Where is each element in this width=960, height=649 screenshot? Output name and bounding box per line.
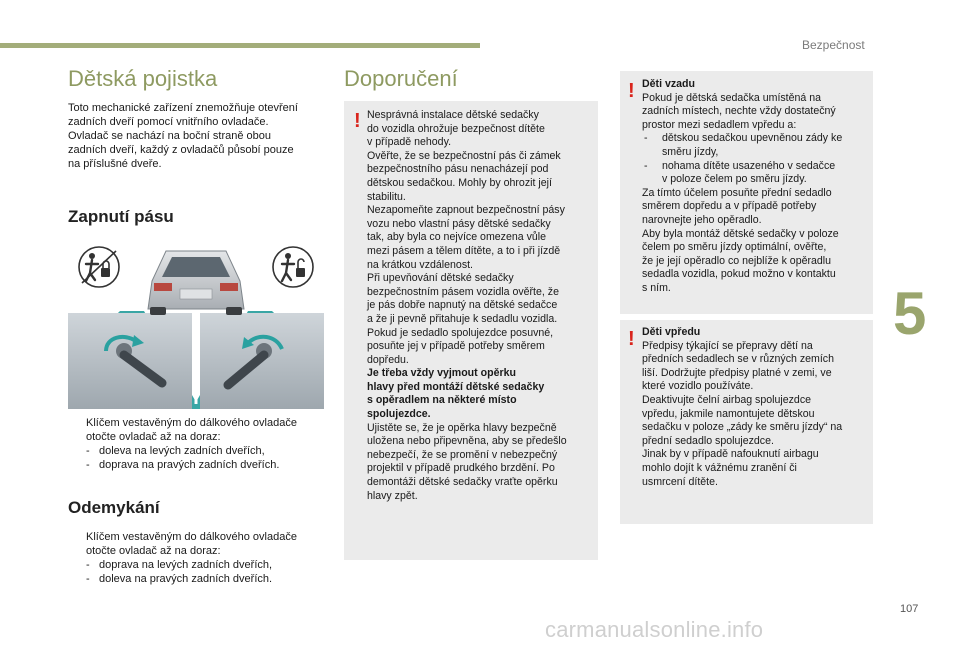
dash-item: - dětskou sedačkou upevněnou zády ke [644,132,843,145]
engage-text-1: Klíčem vestavěným do dálkového ovladače [86,417,297,429]
text-line: Deaktivujte čelní airbag spolujezdce [642,393,812,406]
text-line: předních sedadlech se v různých zemích [642,353,834,366]
watermark: carmanualsonline.info [545,617,764,642]
recommendations-box [344,101,598,560]
text-line: bezpečnostního pásu nenacházejí pod [367,163,549,176]
unlock-dash-item: - doprava na levých zadních dveřích, [86,559,273,571]
middle-title [344,66,458,92]
engage-text-2: otočte ovladač až na doraz: [86,431,221,443]
unlock-text-1: Klíčem vestavěným do dálkového ovladače [86,531,297,543]
text-line: prostor mezi sedadlem vpředu a: [642,118,797,131]
text-line: liší. Dodržujte předpisy platné v zemi, ve [642,366,832,379]
text-line: že je její opěradlo co nejblíže k opěradlu [642,254,832,267]
text-line: s ním. [642,281,671,294]
text-line: Za tímto účelem posuňte přední sedadlo [642,186,832,199]
dash-item-cont: směru jízdy, [662,145,719,158]
text-line: posuňte jej v případě potřeby směrem [367,340,545,353]
child-locked-icon [79,247,119,287]
chapter-number: 5 [893,280,927,347]
child-unlocked-icon [273,247,313,287]
unlock-text-2: otočte ovladač až na doraz: [86,545,221,557]
text-line: Při upevňování dětské sedačky [367,272,514,285]
unlock-bullet-cont [68,544,338,558]
car-rear [148,251,244,315]
rear-heading: Děti vzadu [642,78,695,90]
bold-text-line: hlavy před montáží dětské sedačky [367,380,545,393]
text-line: narovnejte jeho opěradlo. [642,213,762,226]
unlock-heading-wrap [68,498,160,518]
intro-line: na příslušné dveře. [68,158,162,170]
text-line: usmrcení dítěte. [642,475,718,488]
text-line: a že ji pevně přitahuje k sedadlu vozidla. [367,312,558,325]
front-heading: Děti vpředu [642,326,701,338]
text-line: nebezpečí, že se promění v nebezpečný [367,448,558,461]
front-children-text [642,326,871,489]
text-line: dopředu. [367,353,409,366]
page-number: 107 [900,603,919,615]
text-line: tak, aby byla co nejvíce omezena vůle [367,231,547,244]
text-line: v případě nehody. [367,136,452,149]
rear-children-box [620,71,873,314]
text-line: do vozidla ohrožuje bezpečnost dítěte [367,122,545,135]
unlock-dash-item: - doleva na pravých zadních dveřích. [86,573,273,585]
intro-paragraph [68,101,338,171]
text-line: přední sedadlo spolujezdce. [642,434,774,447]
text-line: zadních místech, nechte vždy dostatečný [642,105,836,118]
illustration-svg [68,243,324,409]
unlock-instructions [68,530,338,586]
intro-line: Toto mechanické zařízení znemožňuje otevření [68,102,298,114]
header-accent-bar [0,43,480,48]
recommendations-title: Doporučení [344,66,458,91]
intro-line: Ovladač se nachází na boční straně obou [68,130,272,142]
text-line: uložena nebo připevněna, aby se předešlo [367,435,567,448]
intro-line: zadních dveří pomocí vnitřního ovladače. [68,116,269,128]
unlock-bullet [68,530,338,544]
text-line: Aby byla montáž dětské sedačky v poloze [642,227,839,240]
text-line: Nesprávná instalace dětské sedačky [367,109,539,121]
text-line: vozu nebo vlastní pásy dětské sedačky [367,217,551,230]
intro-line: zadních dveří, každý z ovladačů působí pouze [68,144,294,156]
checkbox-icon [68,530,86,544]
text-line: Jinak by v případě nafouknutí airbagu [642,448,819,461]
engage-instructions [68,416,338,472]
text-line: vpředu, jakmile namontujete dětskou [642,407,815,420]
text-line: mezi pásem a tělem dítěte, a to i při jízdě [367,244,561,257]
bold-text-line: spolujezdce. [367,408,431,421]
engage-heading: Zapnutí pásu [68,207,174,226]
engage-dash-item: - doprava na pravých zadních dveřích. [86,459,280,471]
front-children-box [620,320,873,524]
warning-icon: ! [628,328,635,350]
text-line: projektil v případě prudkého brzdění. Po [367,462,555,475]
engage-dash-item: - doleva na levých zadních dveřích, [86,445,265,457]
dash-item: - nohama dítěte usazeného v sedačce [644,159,836,172]
child-lock-illustration [68,243,324,409]
text-line: hlavy zpět. [367,489,418,502]
text-line: bezpečnostním pásem vozidla ověřte, že [367,285,559,298]
bold-text-line: s opěradlem na některé místo [367,394,517,407]
engage-bullet [68,416,338,430]
checkbox-icon [68,416,86,430]
warning-icon: ! [628,80,635,102]
section-label: Bezpečnost [802,38,865,52]
text-line: dětskou sedačkou. Mohly by ohrozit její [367,176,552,189]
text-line: Nezapomeňte zapnout bezpečnostní pásy [367,204,565,217]
engage-bullet-cont [68,430,338,444]
left-title [68,66,217,92]
engage-heading-wrap [68,207,174,227]
text-line: směrem dopředu a v případě potřeby [642,200,817,213]
text-line: je pás dobře napnutý na dětské sedačce [367,299,558,312]
text-line: sedadla vozidla, pokud možno v kontaktu [642,268,836,281]
text-line: čelem po směru jízdy optimální, ověřte, [642,241,827,254]
text-line: stabilitu. [367,190,406,203]
text-line: demontáži dětské sedačky vraťte opěrku [367,476,558,489]
recommendations-text [367,109,595,503]
rear-children-text [642,78,871,296]
text-line: které vozidlo používáte. [642,380,754,393]
text-line: sedačku v poloze „zády ke směru jízdy“ na [642,421,843,434]
dash-item-cont: v poloze čelem po směru jízdy. [662,173,807,186]
text-line: Pokud je dětská sedačka umístěná na [642,91,822,104]
text-line: Ověřte, že se bezpečnostní pás či zámek [367,149,561,162]
text-line: Ujistěte se, že je opěrka hlavy bezpečně [367,421,557,434]
text-line: mohlo dojít k vážnému zranění či [642,461,797,474]
bold-text-line: Je třeba vždy vyjmout opěrku [367,367,516,380]
text-line: Pokud je sedadlo spolujezdce posuvné, [367,326,554,339]
child-lock-title: Dětská pojistka [68,66,218,91]
text-line: na krátkou vzdálenost. [367,258,473,271]
text-line: Předpisy týkající se přepravy dětí na [642,339,813,352]
unlock-heading: Odemykání [68,498,160,517]
warning-icon: ! [354,110,361,132]
